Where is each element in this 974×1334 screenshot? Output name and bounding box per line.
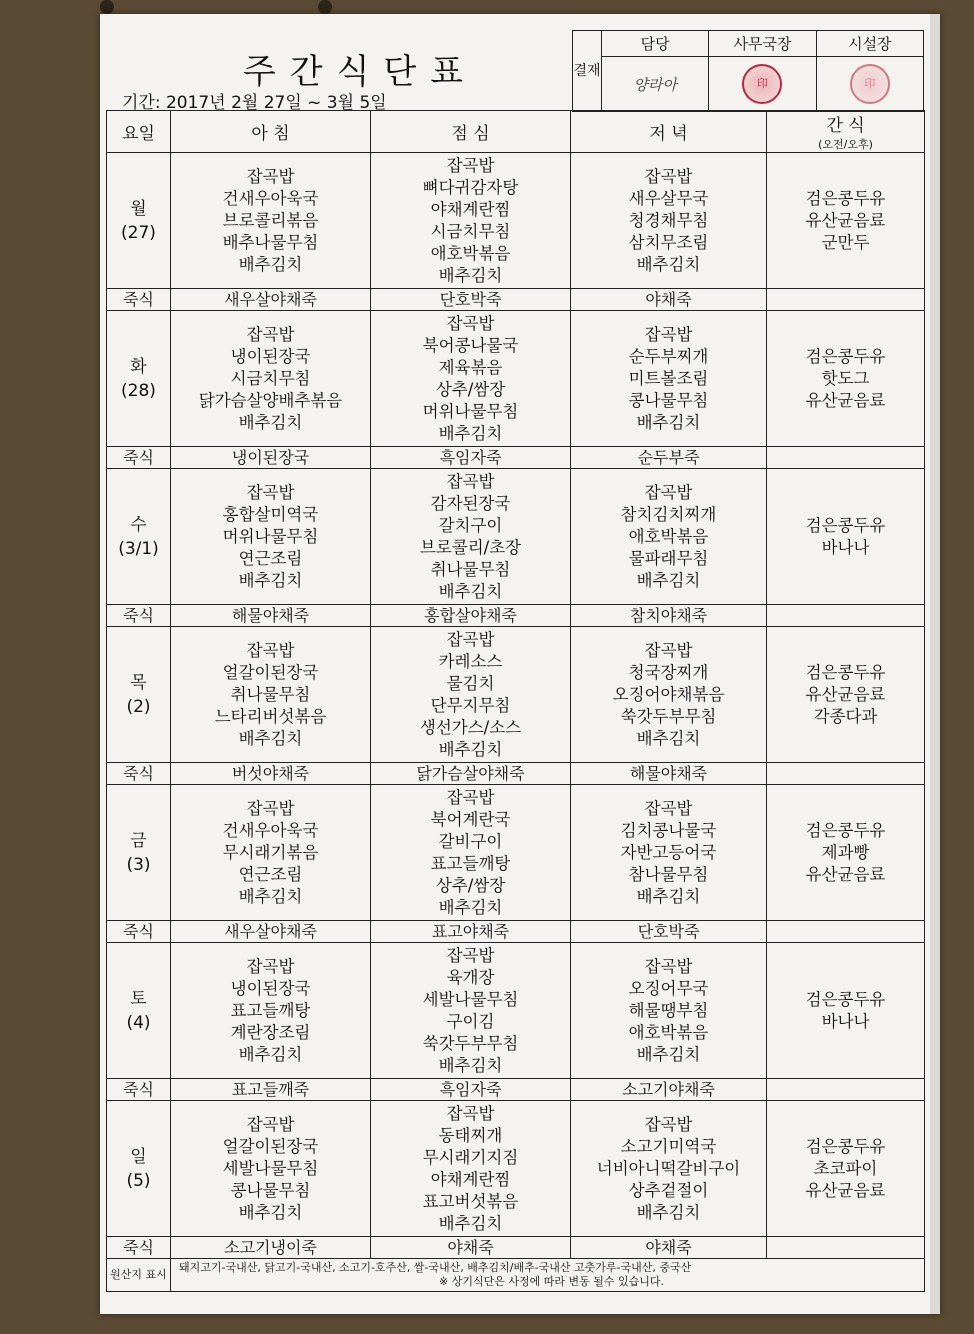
lunch-item: 배추김치 [438, 1055, 503, 1075]
porridge-item: 흑임자죽 [371, 1079, 571, 1101]
lunch-item: 잡곡밥 [446, 471, 495, 491]
day-row [107, 1100, 925, 1236]
dinner-item: 쑥갓두부무침 [620, 706, 717, 726]
lunch-item: 감자된장국 [430, 493, 511, 513]
breakfast-item: 잡곡밥 [246, 798, 295, 818]
porridge-item: 표고들깨죽 [171, 1079, 371, 1101]
snack-item: 검은콩두유 [805, 515, 886, 535]
porridge-empty-cell [767, 1237, 925, 1259]
staff-signature [602, 57, 709, 112]
porridge-label: 죽식 [107, 1079, 171, 1101]
lunch-item: 동태찌개 [438, 1125, 503, 1145]
lunch-item: 머위나물무침 [422, 401, 519, 421]
snack-item: 검은콩두유 [805, 989, 886, 1009]
dinner-item: 잡곡밥 [644, 798, 693, 818]
dinner-item: 콩나물무침 [628, 390, 709, 410]
lunch-item: 표고버섯볶음 [422, 1191, 519, 1211]
porridge-item: 순두부죽 [571, 447, 767, 469]
breakfast-cell [171, 153, 371, 289]
day-cell [107, 784, 171, 920]
breakfast-item: 건새우아욱국 [222, 820, 319, 840]
snack-cell [767, 626, 925, 762]
lunch-item: 시금치무침 [430, 221, 511, 241]
porridge-item: 냉이된장국 [171, 447, 371, 469]
porridge-empty-cell [767, 1079, 925, 1101]
dinner-item: 청경채무침 [628, 210, 709, 230]
dinner-item: 잡곡밥 [644, 166, 693, 186]
approval-label: 결재 [573, 31, 602, 112]
lunch-item: 배추김치 [438, 739, 503, 759]
breakfast-item: 연근조림 [238, 548, 303, 568]
dinner-item: 너비아니떡갈비구이 [596, 1158, 741, 1178]
lunch-item: 배추김치 [438, 423, 503, 443]
dinner-item: 오징어무국 [628, 978, 709, 998]
dinner-cell [571, 153, 767, 289]
porridge-row [107, 763, 925, 785]
breakfast-cell [171, 468, 371, 604]
porridge-item: 단호박죽 [571, 921, 767, 943]
breakfast-item: 느타리버섯볶음 [214, 706, 327, 726]
snack-item: 유산균음료 [805, 864, 886, 884]
lunch-item: 배추김치 [438, 265, 503, 285]
porridge-empty-cell [767, 447, 925, 469]
lunch-item: 잡곡밥 [446, 787, 495, 807]
porridge-label: 죽식 [107, 605, 171, 627]
snack-cell [767, 310, 925, 446]
snack-item: 군만두 [821, 232, 870, 252]
approval-box [572, 30, 924, 112]
header-lunch: 점 심 [371, 111, 571, 153]
day-cell [107, 153, 171, 289]
footer-label: 원산지 표시 [107, 1259, 171, 1292]
breakfast-item: 얼갈이된장국 [222, 1136, 319, 1156]
lunch-cell [371, 784, 571, 920]
lunch-item: 북어계란국 [430, 809, 511, 829]
breakfast-item: 잡곡밥 [246, 640, 295, 660]
breakfast-item: 얼갈이된장국 [222, 662, 319, 682]
clipboard-clip-right [318, 0, 332, 14]
day-cell [107, 468, 171, 604]
dinner-cell [571, 784, 767, 920]
porridge-empty-cell [767, 763, 925, 785]
lunch-cell [371, 153, 571, 289]
breakfast-item: 배추김치 [238, 728, 303, 748]
dinner-item: 해물땡부침 [628, 1000, 709, 1020]
day-name: 수 [130, 514, 147, 535]
breakfast-item: 브로콜리볶음 [222, 210, 319, 230]
breakfast-item: 표고들깨탕 [230, 1000, 311, 1020]
dinner-item: 배추김치 [636, 886, 701, 906]
lunch-item: 배추김치 [438, 897, 503, 917]
breakfast-item: 냉이된장국 [230, 978, 311, 998]
dinner-cell [571, 468, 767, 604]
lunch-item: 취나물무침 [430, 559, 511, 579]
snack-item: 검은콩두유 [805, 662, 886, 682]
snack-item: 유산균음료 [805, 210, 886, 230]
snack-cell [767, 468, 925, 604]
dinner-item: 새우살무국 [628, 188, 709, 208]
dinner-cell [571, 310, 767, 446]
red-seal-stamp-icon: 印 [742, 64, 782, 104]
breakfast-cell [171, 626, 371, 762]
breakfast-item: 배추나물무침 [222, 232, 319, 252]
day-name: 금 [130, 830, 147, 851]
snack-item: 검은콩두유 [805, 188, 886, 208]
lunch-item: 무시래기지짐 [422, 1147, 519, 1167]
breakfast-cell [171, 942, 371, 1078]
dinner-item: 배추김치 [636, 1044, 701, 1064]
porridge-label: 죽식 [107, 1237, 171, 1259]
dinner-item: 소고기미역국 [620, 1136, 717, 1156]
breakfast-item: 건새우아욱국 [222, 188, 319, 208]
menu-sheet [100, 14, 940, 1314]
lunch-item: 야채계란찜 [430, 199, 511, 219]
breakfast-item: 잡곡밥 [246, 324, 295, 344]
porridge-row [107, 605, 925, 627]
day-cell [107, 1100, 171, 1236]
breakfast-item: 잡곡밥 [246, 956, 295, 976]
snack-item: 핫도그 [821, 368, 870, 388]
dinner-item: 참나물무침 [628, 864, 709, 884]
dinner-item: 청국장찌개 [628, 662, 709, 682]
lunch-item: 북어콩나물국 [422, 335, 519, 355]
day-date: (2) [126, 696, 151, 717]
lunch-cell [371, 468, 571, 604]
lunch-item: 잡곡밥 [446, 155, 495, 175]
porridge-item: 버섯야채죽 [171, 763, 371, 785]
porridge-item: 야채죽 [571, 1237, 767, 1259]
porridge-label: 죽식 [107, 447, 171, 469]
snack-item: 검은콩두유 [805, 346, 886, 366]
dinner-cell [571, 1100, 767, 1236]
lunch-cell [371, 626, 571, 762]
snack-item: 유산균음료 [805, 390, 886, 410]
dinner-item: 배추김치 [636, 412, 701, 432]
breakfast-item: 홍합살미역국 [222, 504, 319, 524]
approval-col-staff: 담당 [602, 31, 709, 57]
day-row [107, 153, 925, 289]
porridge-item: 해물야채죽 [171, 605, 371, 627]
day-row [107, 942, 925, 1078]
breakfast-item: 계란장조림 [230, 1022, 311, 1042]
header-dinner: 저 녁 [571, 111, 767, 153]
director-stamp-cell [709, 57, 816, 112]
period-text: 기간: 2017년 2월 27일 ~ 3월 5일 [122, 93, 387, 113]
red-seal-stamp-icon: 印 [850, 64, 890, 104]
lunch-item: 갈치구이 [438, 515, 503, 535]
lunch-item: 제육볶음 [438, 357, 503, 377]
lunch-item: 표고들깨탕 [430, 853, 511, 873]
lunch-item: 잡곡밥 [446, 629, 495, 649]
header-snack-label: 간 식 [826, 116, 865, 136]
lunch-item: 상추/쌈장 [435, 379, 506, 399]
day-name: 일 [130, 1146, 147, 1167]
porridge-item: 소고기냉이죽 [171, 1237, 371, 1259]
porridge-item: 새우살야채죽 [171, 289, 371, 311]
snack-item: 검은콩두유 [805, 820, 886, 840]
porridge-row [107, 1079, 925, 1101]
breakfast-item: 닭가슴살양배추볶음 [198, 390, 343, 410]
dinner-item: 순두부찌개 [628, 346, 709, 366]
dinner-cell [571, 626, 767, 762]
dinner-cell [571, 942, 767, 1078]
dinner-item: 잡곡밥 [644, 956, 693, 976]
head-stamp-cell [816, 57, 923, 112]
approval-col-head: 시설장 [816, 31, 923, 57]
breakfast-item: 시금치무침 [230, 368, 311, 388]
breakfast-item: 잡곡밥 [246, 482, 295, 502]
breakfast-item: 배추김치 [238, 1044, 303, 1064]
breakfast-item: 배추김치 [238, 1202, 303, 1222]
porridge-item: 참치야채죽 [571, 605, 767, 627]
day-cell [107, 942, 171, 1078]
breakfast-cell [171, 1100, 371, 1236]
signature-text: 양라아 [633, 75, 677, 94]
snack-item: 각종다과 [813, 706, 878, 726]
breakfast-item: 세발나물무침 [222, 1158, 319, 1178]
snack-item: 초코파이 [813, 1158, 878, 1178]
porridge-label: 죽식 [107, 763, 171, 785]
day-date: (3/1) [118, 538, 159, 559]
porridge-empty-cell [767, 605, 925, 627]
day-row [107, 784, 925, 920]
breakfast-item: 콩나물무침 [230, 1180, 311, 1200]
day-row [107, 626, 925, 762]
breakfast-cell [171, 784, 371, 920]
dinner-item: 참치김치찌개 [620, 504, 717, 524]
porridge-label: 죽식 [107, 921, 171, 943]
breakfast-item: 잡곡밥 [246, 1114, 295, 1134]
day-cell [107, 626, 171, 762]
dinner-item: 상추겉절이 [628, 1180, 709, 1200]
lunch-item: 단무지무침 [430, 695, 511, 715]
lunch-item: 배추김치 [438, 581, 503, 601]
dinner-item: 배추김치 [636, 254, 701, 274]
porridge-row [107, 921, 925, 943]
lunch-item: 잡곡밥 [446, 313, 495, 333]
breakfast-item: 머위나물무침 [222, 526, 319, 546]
breakfast-item: 취나물무침 [230, 684, 311, 704]
snack-item: 바나나 [821, 1011, 870, 1031]
lunch-cell [371, 1100, 571, 1236]
day-name: 화 [130, 356, 147, 377]
notice-text: ※ 상기식단은 사정에 따라 변동 될수 있습니다. [439, 1275, 664, 1288]
dinner-item: 물파래무침 [628, 548, 709, 568]
breakfast-item: 연근조림 [238, 864, 303, 884]
porridge-label: 죽식 [107, 289, 171, 311]
dinner-item: 잡곡밥 [644, 482, 693, 502]
day-date: (27) [121, 222, 156, 243]
lunch-item: 브로콜리/초장 [419, 537, 522, 557]
dinner-item: 오징어야채볶음 [612, 684, 725, 704]
breakfast-item: 배추김치 [238, 886, 303, 906]
snack-cell [767, 942, 925, 1078]
day-row [107, 310, 925, 446]
origin-text: 돼지고기-국내산, 닭고기-국내산, 소고기-호주산, 쌀-국내산, 배추김치/배추-국내산 고춧가루-국내산, 중국산 [179, 1261, 692, 1274]
lunch-item: 잡곡밥 [446, 945, 495, 965]
header-snack [767, 111, 925, 153]
day-date: (4) [126, 1012, 151, 1033]
porridge-item: 단호박죽 [371, 289, 571, 311]
lunch-item: 구이김 [446, 1011, 495, 1031]
dinner-item: 배추김치 [636, 570, 701, 590]
menu-body [107, 153, 925, 1259]
weekly-menu-table [106, 110, 925, 1292]
lunch-cell [371, 942, 571, 1078]
footer-note [171, 1259, 925, 1292]
lunch-item: 잡곡밥 [446, 1103, 495, 1123]
dinner-item: 김치콩나물국 [620, 820, 717, 840]
header-day: 요일 [107, 111, 171, 153]
porridge-item: 흑임자죽 [371, 447, 571, 469]
lunch-item: 물김치 [446, 673, 495, 693]
dinner-item: 잡곡밥 [644, 1114, 693, 1134]
dinner-item: 삼치무조림 [628, 232, 709, 252]
dinner-item: 배추김치 [636, 1202, 701, 1222]
porridge-item: 홍합살야채죽 [371, 605, 571, 627]
day-cell [107, 310, 171, 446]
breakfast-item: 배추김치 [238, 412, 303, 432]
breakfast-cell [171, 310, 371, 446]
day-date: (5) [126, 1170, 151, 1191]
breakfast-item: 냉이된장국 [230, 346, 311, 366]
lunch-item: 배추김치 [438, 1213, 503, 1233]
lunch-item: 뼈다귀감자탕 [422, 177, 519, 197]
header-breakfast: 아 침 [171, 111, 371, 153]
porridge-item: 소고기야채죽 [571, 1079, 767, 1101]
porridge-empty-cell [767, 289, 925, 311]
porridge-item: 닭가슴살야채죽 [371, 763, 571, 785]
sheet-header [100, 14, 930, 113]
lunch-item: 상추/쌈장 [435, 875, 506, 895]
porridge-item: 해물야채죽 [571, 763, 767, 785]
snack-item: 바나나 [821, 537, 870, 557]
approval-col-director: 사무국장 [709, 31, 816, 57]
breakfast-item: 배추김치 [238, 570, 303, 590]
snack-item: 유산균음료 [805, 1180, 886, 1200]
snack-item: 유산균음료 [805, 684, 886, 704]
porridge-item: 새우살야채죽 [171, 921, 371, 943]
snack-item: 검은콩두유 [805, 1136, 886, 1156]
snack-cell [767, 784, 925, 920]
dinner-item: 애호박볶음 [628, 526, 709, 546]
porridge-row [107, 447, 925, 469]
lunch-item: 생선가스/소스 [419, 717, 522, 737]
snack-cell [767, 153, 925, 289]
lunch-cell [371, 310, 571, 446]
lunch-item: 애호박볶음 [430, 243, 511, 263]
dinner-item: 잡곡밥 [644, 640, 693, 660]
dinner-item: 배추김치 [636, 728, 701, 748]
dinner-item: 잡곡밥 [644, 324, 693, 344]
dinner-item: 애호박볶음 [628, 1022, 709, 1042]
snack-cell [767, 1100, 925, 1236]
dinner-item: 미트볼조림 [628, 368, 709, 388]
porridge-item: 야채죽 [571, 289, 767, 311]
porridge-item: 야채죽 [371, 1237, 571, 1259]
lunch-item: 육개장 [446, 967, 495, 987]
header-snack-sub: (오전/오후) [818, 138, 873, 151]
day-name: 목 [130, 672, 147, 693]
porridge-item: 표고야채죽 [371, 921, 571, 943]
breakfast-item: 무시래기볶음 [222, 842, 319, 862]
day-name: 토 [130, 988, 147, 1009]
lunch-item: 갈비구이 [438, 831, 503, 851]
lunch-item: 야채계란찜 [430, 1169, 511, 1189]
day-date: (3) [126, 854, 151, 875]
porridge-empty-cell [767, 921, 925, 943]
breakfast-item: 잡곡밥 [246, 166, 295, 186]
day-name: 월 [130, 198, 147, 219]
page-title: 주간식단표 [242, 52, 478, 92]
clipboard-clip-left [100, 0, 114, 14]
lunch-item: 쑥갓두부무침 [422, 1033, 519, 1053]
porridge-row [107, 289, 925, 311]
dinner-item: 자반고등어국 [620, 842, 717, 862]
breakfast-item: 배추김치 [238, 254, 303, 274]
day-row [107, 468, 925, 604]
lunch-item: 카레소스 [438, 651, 503, 671]
porridge-row [107, 1237, 925, 1259]
lunch-item: 세발나물무침 [422, 989, 519, 1009]
day-date: (28) [121, 380, 156, 401]
snack-item: 제과빵 [821, 842, 870, 862]
